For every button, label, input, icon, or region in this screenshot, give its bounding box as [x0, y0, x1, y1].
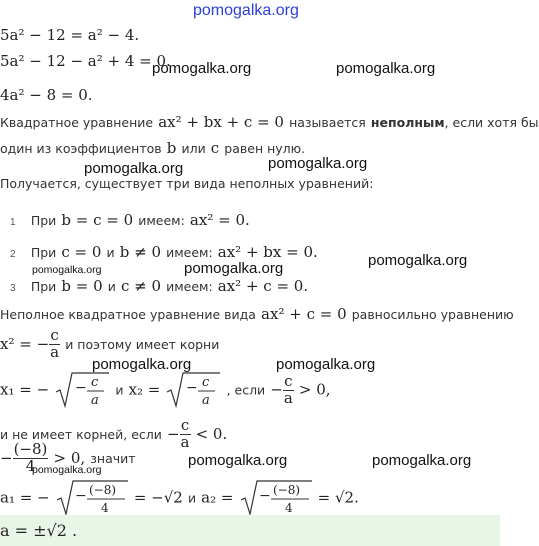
root-a1-value: = −√2 — [133, 488, 183, 507]
roots-minus: − — [270, 380, 283, 399]
watermark: pomogalka.org — [92, 356, 192, 373]
sqrt-minus: − — [74, 488, 87, 504]
watermark: pomogalka.org — [276, 356, 376, 373]
definition-bold: неполным — [370, 115, 445, 130]
coef-c: c — [210, 139, 220, 157]
check-compare: > 0, — [53, 448, 86, 467]
watermark: pomogalka.org — [32, 264, 102, 276]
x-squared-text: и поэтому имеет корни — [65, 336, 220, 352]
sqrt-neg8-over-4-1 — [55, 478, 129, 518]
fraction-denominator: a — [180, 432, 190, 451]
fraction-numerator: c — [284, 371, 293, 390]
roots-compare: > 0, — [298, 380, 331, 399]
list-text: При — [30, 279, 57, 294]
watermark: pomogalka.org — [368, 252, 468, 269]
equation-line-1: 5a² − 12 = a² − 4. — [0, 26, 140, 44]
sqrt-denominator: a — [91, 393, 100, 408]
intro-three-types: Получается, существует три вида неполных уравнений: — [0, 176, 374, 191]
list-math: c ≠ 0 — [120, 277, 162, 295]
list-item — [10, 276, 308, 295]
equivalence-line — [0, 304, 514, 323]
list-text: имеем: — [166, 279, 213, 294]
definition-text-e: или — [181, 141, 206, 156]
list-text: имеем: — [166, 245, 213, 260]
list-text: и — [107, 279, 116, 294]
watermark: pomogalka.org — [336, 60, 436, 77]
watermark-top: pomogalka.org — [193, 2, 299, 19]
fraction-numerator: c — [50, 326, 59, 344]
equation-line-2: 5a² − 12 − a² + 4 = 0. — [0, 52, 171, 70]
sqrt-denominator: 4 — [100, 501, 109, 515]
watermark: pomogalka.org — [184, 260, 284, 277]
definition-text-b: называется — [289, 115, 366, 130]
list-math: ax² = 0. — [189, 211, 250, 229]
root-a2-label: a₂ = — [201, 488, 234, 507]
watermark: pomogalka.org — [372, 452, 472, 469]
list-item — [10, 210, 250, 229]
equivalence-text-b: равносильно уравнению — [351, 307, 514, 322]
fraction-numerator: (−8) — [13, 440, 48, 458]
root-a2-value: = √2. — [317, 488, 359, 507]
sqrt-minus: − — [258, 488, 271, 504]
sqrt-numerator: (−8) — [272, 483, 300, 497]
definition-text-c: , если хотя бы — [444, 115, 539, 130]
coef-b: b — [166, 139, 177, 157]
definition-line-1 — [0, 112, 539, 131]
x-squared-lhs: x² = − — [0, 334, 50, 353]
fraction-denominator: 4 — [25, 456, 36, 475]
roots-and: и — [115, 382, 124, 398]
answer-and: и — [187, 490, 197, 506]
list-math: ax² + c = 0. — [217, 277, 309, 295]
sqrt-neg8-over-4-2 — [239, 478, 313, 518]
fraction-c-over-a — [49, 328, 60, 361]
definition-text-d: один из коэффициентов — [0, 141, 162, 156]
list-text: При — [30, 245, 57, 260]
watermark: pomogalka.org — [152, 60, 252, 77]
list-text: При — [30, 213, 57, 228]
sqrt-denominator: 4 — [284, 501, 293, 515]
equivalence-math: ax² + c = 0 — [261, 305, 347, 323]
root-x1-label: x₁ = − — [0, 380, 50, 399]
list-number: 1 — [10, 217, 16, 228]
definition-text-f: равен нулю. — [224, 141, 306, 156]
roots-if: , если — [226, 382, 266, 398]
equation-line-3: 4a² − 8 = 0. — [0, 86, 93, 104]
sqrt-neg-c-over-a-1 — [54, 370, 110, 410]
final-answer: a = ±√2 . — [0, 521, 78, 540]
list-item — [10, 242, 318, 261]
watermark: pomogalka.org — [84, 160, 184, 177]
sqrt-numerator: c — [91, 375, 99, 390]
sqrt-minus: − — [75, 380, 87, 396]
check-text: значит — [90, 450, 136, 466]
list-math: ax² + bx = 0. — [217, 243, 318, 261]
root-x2-label: x₂ = — [128, 380, 161, 399]
check-minus: − — [0, 448, 13, 467]
no-roots-compare: < 0. — [195, 424, 228, 443]
no-roots-minus: − — [166, 424, 180, 443]
list-math: b = 0 — [61, 277, 103, 295]
definition-line-2 — [0, 138, 305, 157]
sqrt-numerator: (−8) — [88, 483, 116, 497]
root-a1-label: a₁ = − — [0, 488, 50, 507]
list-text: имеем: — [138, 213, 185, 228]
definition-math: ax² + bx + c = 0 — [158, 113, 284, 131]
sqrt-denominator: a — [202, 393, 211, 408]
list-number: 3 — [10, 283, 16, 294]
answer-roots-line — [0, 478, 359, 518]
equivalence-text-a: Неполное квадратное уравнение вида — [0, 307, 256, 322]
sqrt-numerator: c — [202, 375, 210, 390]
no-roots-text: и не имеет корней, если — [0, 426, 162, 442]
sqrt-neg-c-over-a-2 — [165, 370, 221, 410]
watermark: pomogalka.org — [188, 452, 288, 469]
watermark: pomogalka.org — [268, 155, 368, 172]
fraction-numerator: c — [180, 416, 190, 434]
fraction-c-over-a — [283, 371, 294, 407]
list-text: и — [106, 245, 115, 260]
fraction-denominator: a — [50, 342, 60, 361]
list-number: 2 — [10, 249, 16, 260]
sqrt-minus: − — [186, 380, 199, 396]
fraction-denominator: a — [283, 388, 293, 407]
list-math: c = 0 — [61, 243, 102, 261]
definition-text-a: Квадратное уравнение — [0, 115, 154, 130]
watermark: pomogalka.org — [32, 464, 102, 476]
list-math: b ≠ 0 — [119, 243, 162, 261]
fraction-c-over-a — [180, 418, 191, 451]
list-math: b = c = 0 — [61, 211, 134, 229]
roots-formula-line — [0, 370, 331, 410]
